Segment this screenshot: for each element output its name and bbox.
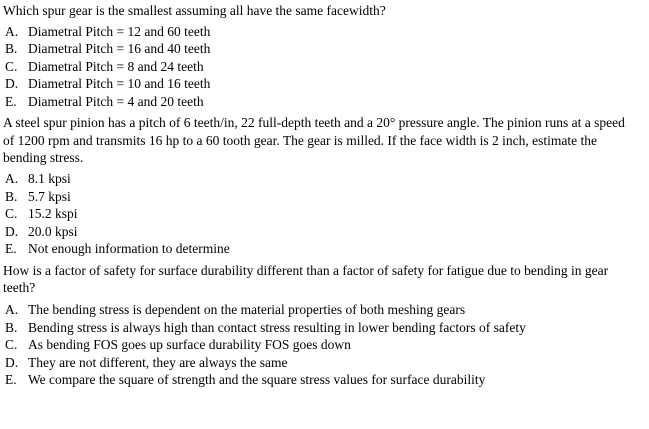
option-text: Not enough information to determine [28,241,230,257]
option-text: The bending stress is dependent on the material properties of both meshing gears [28,301,466,317]
question-2-option-b[interactable] [3,188,649,206]
question-3 [3,262,649,389]
question-2-option-a[interactable] [3,170,649,188]
question-3-option-c[interactable] [3,336,649,354]
option-letter: E. [5,372,17,388]
question-2-option-e[interactable] [3,240,649,258]
question-1-option-d[interactable] [3,75,649,93]
option-letter: E. [5,241,17,257]
question-2-options [3,170,649,258]
option-text: They are not different, they are always the same [28,354,288,370]
question-3-option-d[interactable] [3,354,649,372]
option-letter: A. [5,301,19,317]
option-letter: B. [5,41,18,57]
option-text: Diametral Pitch = 12 and 60 teeth [28,23,211,39]
option-letter: D. [5,223,19,239]
question-1-option-b[interactable] [3,40,649,58]
question-3-text: How is a factor of safety for surface durability different than a factor of safety for fatigue due to bending in gear teeth? [3,262,609,296]
option-text: Diametral Pitch = 10 and 16 teeth [28,76,211,92]
option-text: 20.0 kpsi [28,223,78,239]
question-1-option-e[interactable] [3,93,649,111]
option-text: We compare the square of strength and the square stress values for surface durability [28,372,486,388]
option-letter: B. [5,319,18,335]
question-3-options [3,301,649,389]
option-letter: C. [5,337,18,353]
question-1-option-c[interactable] [3,58,649,76]
question-3-option-e[interactable] [3,371,649,389]
option-letter: A. [5,23,19,39]
option-letter: B. [5,188,18,204]
option-letter: C. [5,206,18,222]
question-2-option-c[interactable] [3,205,649,223]
question-2 [3,114,649,257]
question-2-option-d[interactable] [3,223,649,241]
option-text: Diametral Pitch = 8 and 24 teeth [28,58,204,74]
option-text: As bending FOS goes up surface durability FOS goes down [28,337,351,353]
question-3-option-b[interactable] [3,319,649,337]
option-text: 5.7 kpsi [28,188,71,204]
option-text: 15.2 kspi [28,206,78,222]
option-letter: E. [5,93,17,109]
question-1-option-a[interactable] [3,23,649,41]
option-letter: D. [5,354,19,370]
option-text: Diametral Pitch = 16 and 40 teeth [28,41,211,57]
option-text: Bending stress is always high than contact stress resulting in lower bending factors of safety [28,319,526,335]
option-letter: C. [5,58,18,74]
question-1 [3,2,649,110]
question-1-options [3,23,649,111]
option-letter: A. [5,170,19,186]
option-letter: D. [5,76,19,92]
option-text: 8.1 kpsi [28,170,71,186]
question-1-text: Which spur gear is the smallest assuming all have the same facewidth? [3,3,386,18]
question-2-text: A steel spur pinion has a pitch of 6 teeth/in, 22 full-depth teeth and a 20° pressure angle. The pinion runs at a speed of 1200 rpm and transmits 16 hp to a 60 tooth gear. The gear is milled. If the face width is 2 inch, estimate the bending stress. [3,115,625,166]
question-3-option-a[interactable] [3,301,649,319]
option-text: Diametral Pitch = 4 and 20 teeth [28,93,204,109]
